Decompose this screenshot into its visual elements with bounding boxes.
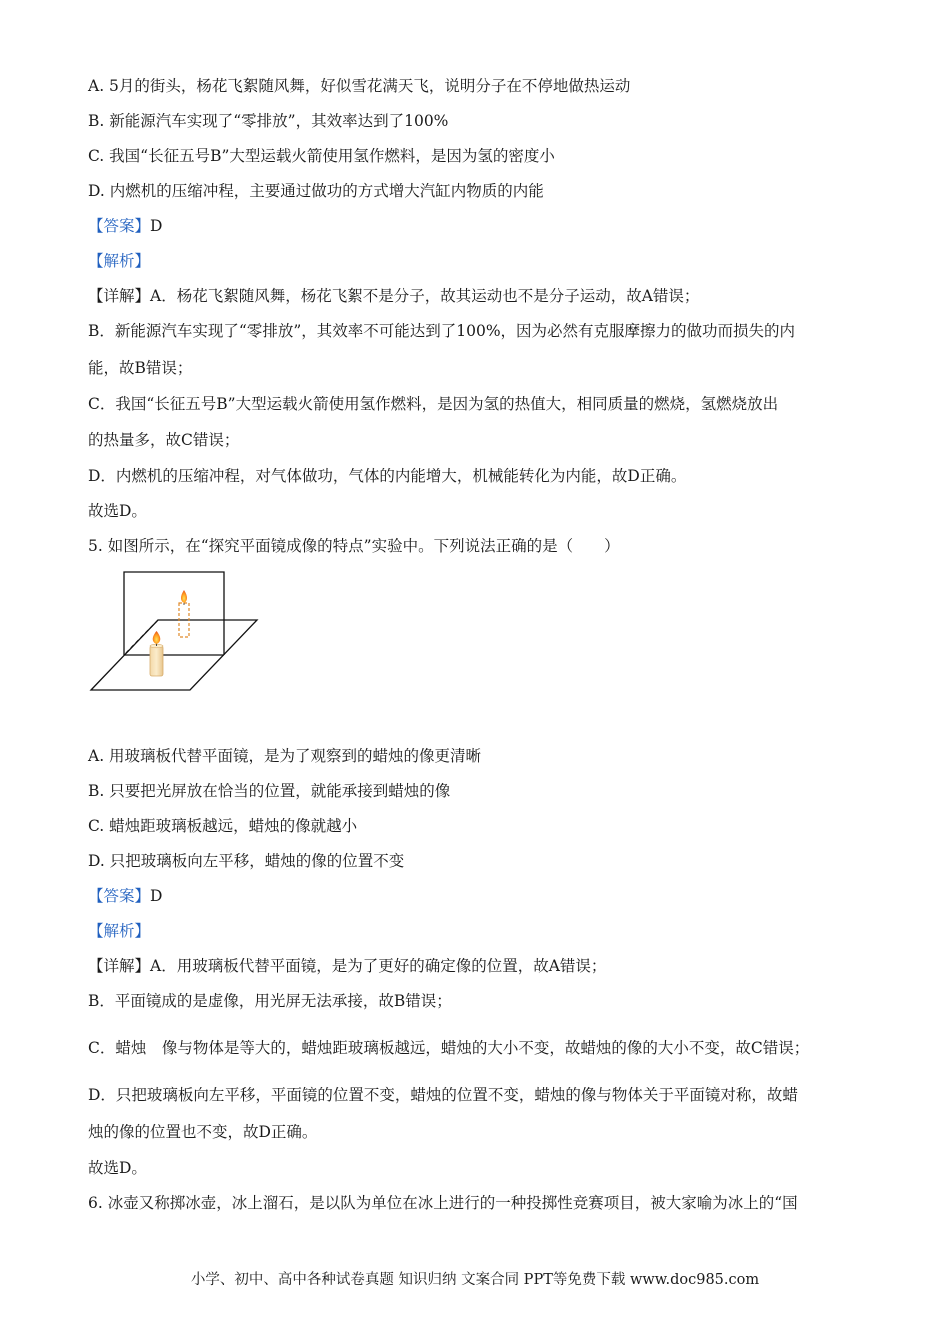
- q5-option-b: B. 只要把光屏放在恰当的位置，就能承接到蜡烛的像: [88, 782, 451, 800]
- q4-option-d: D. 内燃机的压缩冲程，主要通过做功的方式增大汽缸内物质的内能: [88, 182, 544, 200]
- q5-stem: 5. 如图所示，在“探究平面镜成像的特点”实验中。下列说法正确的是（ ）: [88, 537, 620, 555]
- q5-option-c: C. 蜡烛距玻璃板越远，蜡烛的像就越小: [88, 817, 358, 835]
- answer-value: D: [150, 217, 163, 235]
- q4-detail-c2: 的热量多，故C错误；: [88, 431, 240, 449]
- q5-detail-d2: 烛的像的位置也不变，故D正确。: [88, 1123, 318, 1141]
- q5-detail-d1: D．只把玻璃板向左平移，平面镜的位置不变，蜡烛的位置不变，蜡烛的像与物体关于平面镜对称，故蜡: [88, 1086, 798, 1104]
- page-footer: 小学、初中、高中各种试卷真题 知识归纳 文案合同 PPT等免费下载 www.doc985.com: [190, 1272, 760, 1288]
- mirror-experiment-figure: [88, 566, 263, 694]
- q4-detail-a: [88, 286, 699, 306]
- real-flame-icon: [153, 631, 161, 644]
- q4-detail-b2: 能，故B错误；: [88, 359, 193, 377]
- detail-text: A．杨花飞絮随风舞，杨花飞絮不是分子，故其运动也不是分子运动，故A错误；: [150, 287, 700, 305]
- q4-answer: [88, 216, 162, 236]
- detail-tag: 【详解】: [88, 957, 151, 975]
- q5-detail-a: [88, 956, 606, 976]
- q5-detail-c: C．蜡烛 像与物体是等大的，蜡烛距玻璃板越远，蜡烛的大小不变，故蜡烛的像的大小不变，故C错误；: [88, 1039, 810, 1057]
- q4-conclusion: 故选D。: [88, 502, 147, 520]
- q5-option-d: D. 只把玻璃板向左平移，蜡烛的像的位置不变: [88, 852, 405, 870]
- q5-detail-b: B．平面镜成的是虚像，用光屏无法承接，故B错误；: [88, 992, 452, 1010]
- image-flame-icon: [181, 590, 187, 603]
- real-candle: [150, 646, 163, 676]
- q4-analysis-tag: 【解析】: [88, 252, 151, 270]
- detail-text: A．用玻璃板代替平面镜，是为了更好的确定像的位置，故A错误；: [150, 957, 607, 975]
- answer-tag: 【答案】: [88, 887, 151, 905]
- answer-value: D: [150, 887, 163, 905]
- q5-conclusion: 故选D。: [88, 1159, 147, 1177]
- q6-stem: 6. 冰壶又称掷冰壶，冰上溜石，是以队为单位在冰上进行的一种投掷性竞赛项目，被大家喻为冰上的“国: [88, 1194, 798, 1212]
- q5-analysis-tag: 【解析】: [88, 922, 151, 940]
- q4-detail-c1: C．我国“长征五号B”大型运载火箭使用氢作燃料，是因为氢的热值大，相同质量的燃烧，氢燃烧放出: [88, 395, 779, 413]
- detail-tag: 【详解】: [88, 287, 151, 305]
- answer-tag: 【答案】: [88, 217, 151, 235]
- q5-answer: [88, 886, 162, 906]
- q5-option-a: A. 用玻璃板代替平面镜，是为了观察到的蜡烛的像更清晰: [88, 747, 482, 765]
- q4-detail-d: D．内燃机的压缩冲程，对气体做功，气体的内能增大，机械能转化为内能，故D正确。: [88, 467, 687, 485]
- q4-detail-b1: B．新能源汽车实现了“零排放”，其效率不可能达到了100%，因为必然有克服摩擦力的做功而损失的内: [88, 322, 796, 340]
- q4-option-a: A. 5月的街头，杨花飞絮随风舞，好似雪花满天飞，说明分子在不停地做热运动: [88, 77, 631, 95]
- q4-option-c: C. 我国“长征五号B”大型运载火箭使用氢作燃料，是因为氢的密度小: [88, 147, 555, 165]
- q4-option-b: B. 新能源汽车实现了“零排放”，其效率达到了100%: [88, 112, 449, 130]
- glass-plate: [124, 572, 224, 655]
